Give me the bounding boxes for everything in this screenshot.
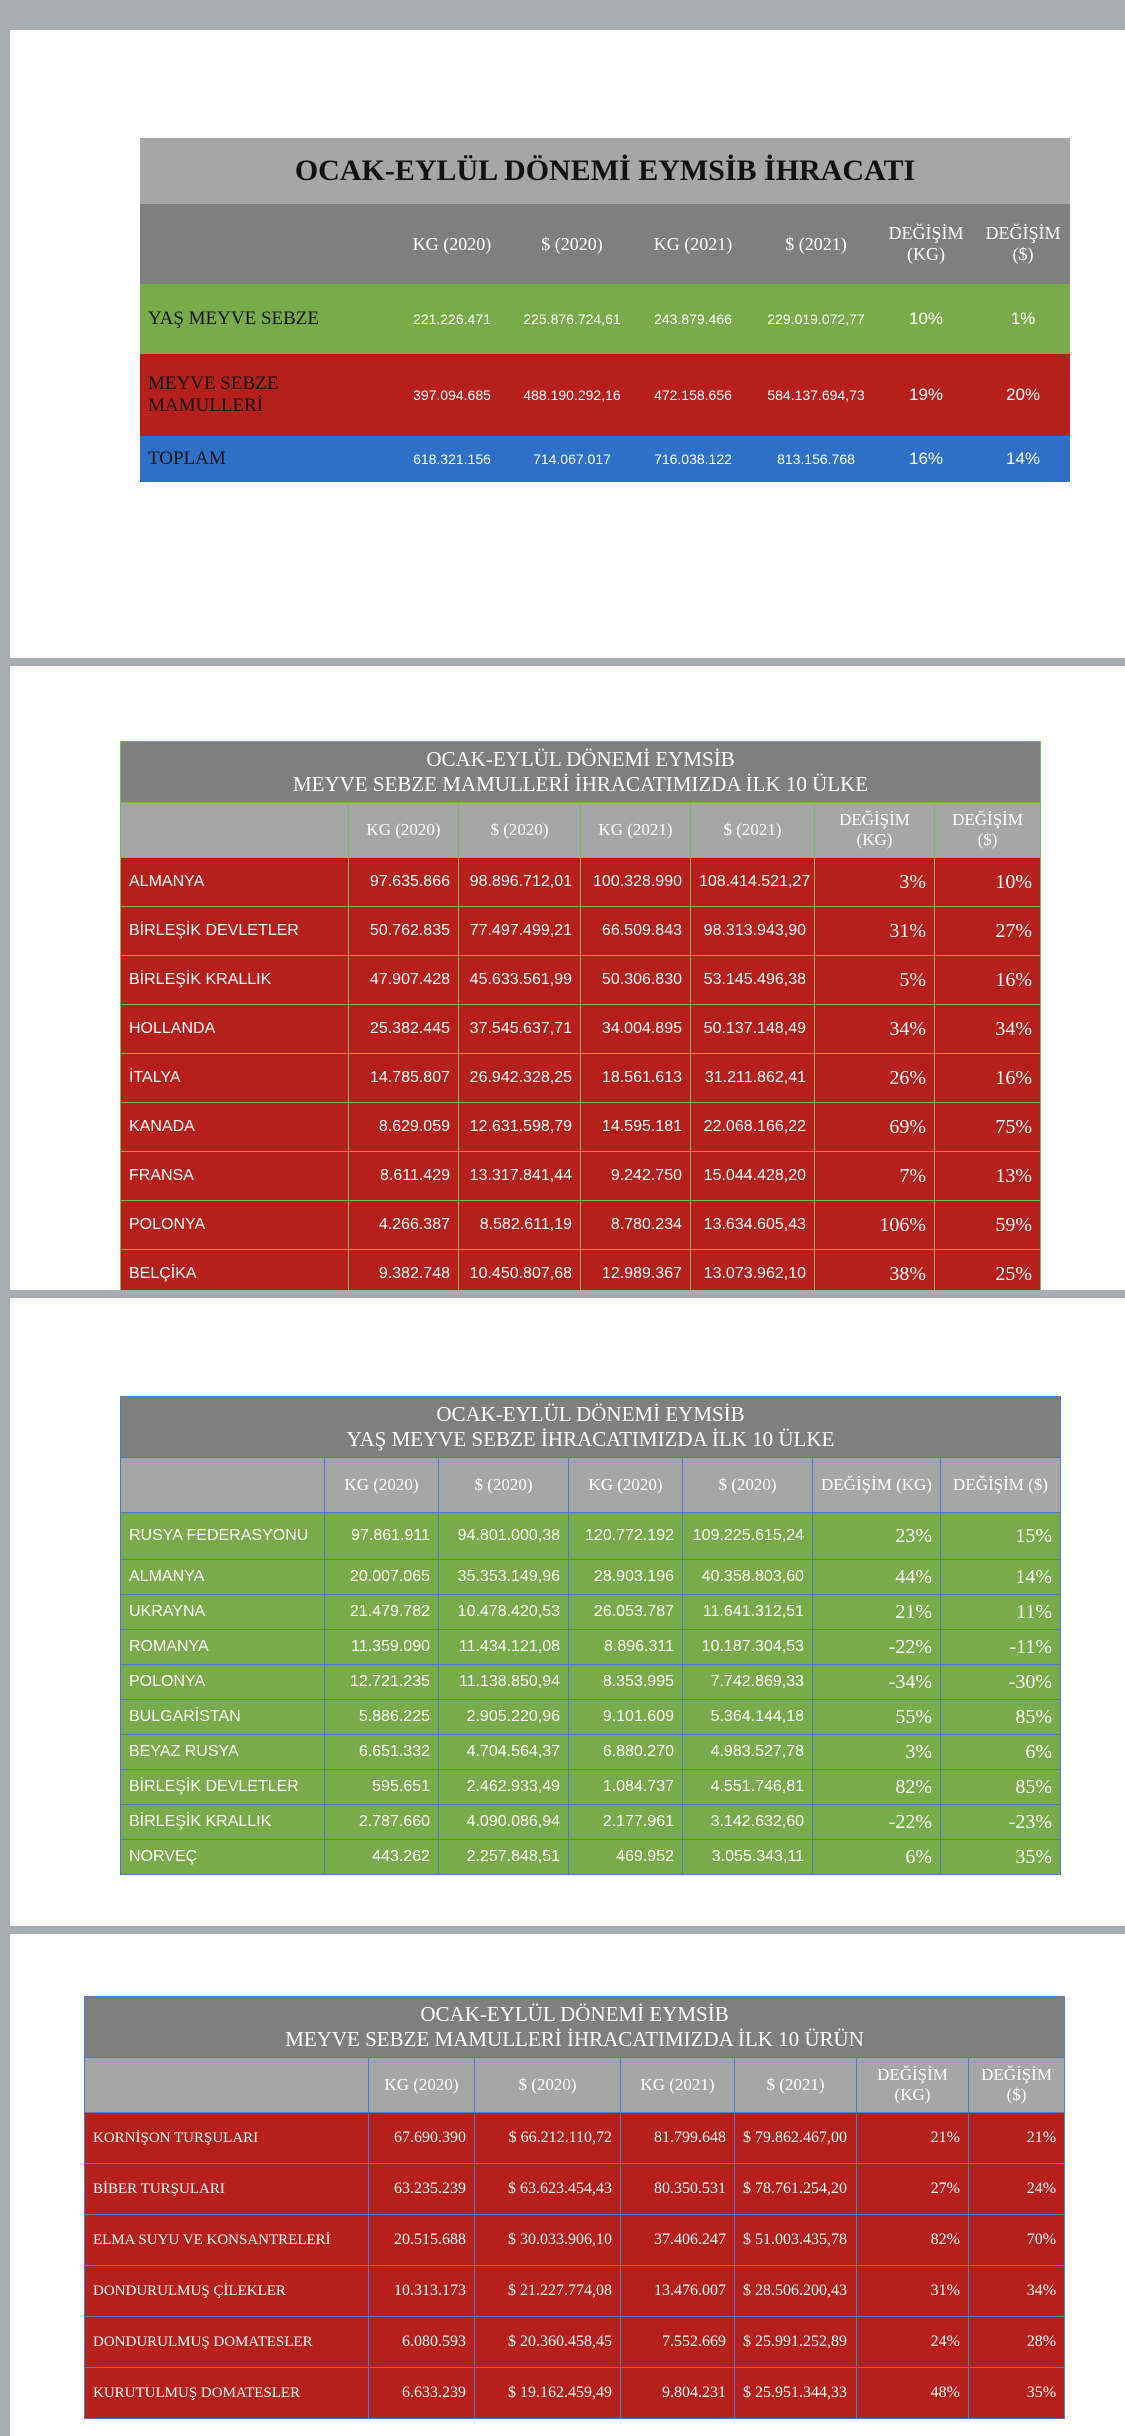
cell-usd2020: 37.545.637,71 xyxy=(459,1005,581,1054)
column-header: DEĞİŞİM ($) xyxy=(935,803,1041,858)
cell-kg2020: 8.611.429 xyxy=(349,1152,459,1201)
row-label: KORNİŞON TURŞULARI xyxy=(85,2113,369,2164)
cell-kg-change: 3% xyxy=(813,1735,941,1770)
table-row xyxy=(121,1005,1041,1054)
cell-usd-change: -30% xyxy=(941,1665,1061,1700)
cell-usd-change: 16% xyxy=(935,956,1041,1005)
cell-kg2021: 34.004.895 xyxy=(581,1005,691,1054)
cell-kg-change: 31% xyxy=(815,907,935,956)
cell-kg2021: 13.476.007 xyxy=(621,2266,735,2317)
cell-usd2021: 813.156.768 xyxy=(756,436,876,482)
cell-kg2021: 8.896.311 xyxy=(569,1630,683,1665)
table-row xyxy=(121,1735,1061,1770)
cell-usd2021: $ 79.862.467,00 xyxy=(735,2113,857,2164)
row-label: POLONYA xyxy=(121,1201,349,1250)
table-title xyxy=(121,1397,1061,1458)
cell-usd-change: 6% xyxy=(941,1735,1061,1770)
cell-kg-change: 21% xyxy=(857,2113,969,2164)
cell-kg2021: 14.595.181 xyxy=(581,1103,691,1152)
cell-usd2021: 15.044.428,20 xyxy=(691,1152,815,1201)
table-row xyxy=(85,2113,1065,2164)
row-label: ROMANYA xyxy=(121,1630,325,1665)
column-header: $ (2021) xyxy=(735,2058,857,2113)
cell-usd-change: 13% xyxy=(935,1152,1041,1201)
cell-kg-change: 5% xyxy=(815,956,935,1005)
column-header: DEĞİŞİM (KG) xyxy=(857,2058,969,2113)
cell-usd-change: 70% xyxy=(969,2215,1065,2266)
table-row xyxy=(121,1152,1041,1201)
cell-usd-change: 24% xyxy=(969,2164,1065,2215)
cell-kg2020: 97.635.866 xyxy=(349,858,459,907)
cell-kg2020: 47.907.428 xyxy=(349,956,459,1005)
column-header: KG (2020) xyxy=(369,2058,475,2113)
cell-usd-change: 34% xyxy=(969,2266,1065,2317)
table-row xyxy=(121,1103,1041,1152)
cell-kg-change: 82% xyxy=(813,1770,941,1805)
cell-usd2021: 108.414.521,27 xyxy=(691,858,815,907)
cell-kg2021: 18.561.613 xyxy=(581,1054,691,1103)
cell-kg2021: 8.353.995 xyxy=(569,1665,683,1700)
cell-kg2021: 9.242.750 xyxy=(581,1152,691,1201)
cell-kg-change: 19% xyxy=(876,354,976,436)
cell-kg-change: 24% xyxy=(857,2317,969,2368)
table-row xyxy=(121,1560,1061,1595)
cell-usd-change: 1% xyxy=(976,284,1070,354)
row-label: RUSYA FEDERASYONU xyxy=(121,1513,325,1560)
row-label: POLONYA xyxy=(121,1665,325,1700)
cell-usd2021: $ 78.761.254,20 xyxy=(735,2164,857,2215)
cell-usd2020: 12.631.598,79 xyxy=(459,1103,581,1152)
cell-kg-change: 21% xyxy=(813,1595,941,1630)
cell-usd2020: 2.462.933,49 xyxy=(439,1770,569,1805)
table-title xyxy=(121,742,1041,803)
export-summary-table xyxy=(140,138,1070,482)
cell-usd2020: 98.896.712,01 xyxy=(459,858,581,907)
column-header xyxy=(140,204,390,284)
table-row xyxy=(121,1595,1061,1630)
row-label: BİRLEŞİK KRALLIK xyxy=(121,1805,325,1840)
cell-usd2021: 50.137.148,49 xyxy=(691,1005,815,1054)
column-header: KG (2020) xyxy=(390,204,514,284)
cell-usd2020: 10.450.807,68 xyxy=(459,1250,581,1291)
cell-usd2021: 229.019.072,77 xyxy=(756,284,876,354)
fresh-top-countries-table xyxy=(120,1396,1061,1875)
cell-usd-change: 16% xyxy=(935,1054,1041,1103)
cell-usd2021: 3.055.343,11 xyxy=(683,1840,813,1875)
cell-kg-change: 7% xyxy=(815,1152,935,1201)
cell-kg-change: 82% xyxy=(857,2215,969,2266)
cell-kg2020: 618.321.156 xyxy=(390,436,514,482)
cell-usd2020: 8.582.611,19 xyxy=(459,1201,581,1250)
column-header: DEĞİŞİM ($) xyxy=(969,2058,1065,2113)
cell-kg2020: 20.515.688 xyxy=(369,2215,475,2266)
cell-usd-change: 35% xyxy=(969,2368,1065,2419)
slide-processed-top-countries xyxy=(10,666,1125,1290)
cell-kg2020: 6.651.332 xyxy=(325,1735,439,1770)
cell-kg-change: -34% xyxy=(813,1665,941,1700)
cell-kg2020: 97.861.911 xyxy=(325,1513,439,1560)
cell-usd2020: 94.801.000,38 xyxy=(439,1513,569,1560)
cell-kg2020: 221.226.471 xyxy=(390,284,514,354)
column-header: $ (2021) xyxy=(756,204,876,284)
cell-kg2020: 443.262 xyxy=(325,1840,439,1875)
cell-kg2020: 9.382.748 xyxy=(349,1250,459,1291)
cell-usd-change: 14% xyxy=(976,436,1070,482)
table-row xyxy=(121,907,1041,956)
slide-processed-top-products xyxy=(10,1934,1125,2436)
cell-kg-change: -22% xyxy=(813,1805,941,1840)
cell-kg2020: 397.094.685 xyxy=(390,354,514,436)
cell-kg2020: 595.651 xyxy=(325,1770,439,1805)
cell-usd2021: 31.211.862,41 xyxy=(691,1054,815,1103)
cell-kg2021: 469.952 xyxy=(569,1840,683,1875)
column-header: KG (2021) xyxy=(630,204,756,284)
cell-kg2020: 10.313.173 xyxy=(369,2266,475,2317)
cell-kg-change: -22% xyxy=(813,1630,941,1665)
row-label: İTALYA xyxy=(121,1054,349,1103)
column-header: $ (2020) xyxy=(514,204,630,284)
row-label: UKRAYNA xyxy=(121,1595,325,1630)
column-header: DEĞİŞİM ($) xyxy=(941,1458,1061,1513)
cell-kg2021: 28.903.196 xyxy=(569,1560,683,1595)
cell-kg2020: 50.762.835 xyxy=(349,907,459,956)
cell-usd-change: 25% xyxy=(935,1250,1041,1291)
cell-usd-change: 28% xyxy=(969,2317,1065,2368)
cell-usd2021: 4.551.746,81 xyxy=(683,1770,813,1805)
cell-usd2021: $ 51.003.435,78 xyxy=(735,2215,857,2266)
cell-kg-change: 6% xyxy=(813,1840,941,1875)
cell-kg2020: 6.633.239 xyxy=(369,2368,475,2419)
cell-kg2021: 716.038.122 xyxy=(630,436,756,482)
cell-usd2021: 11.641.312,51 xyxy=(683,1595,813,1630)
cell-usd2021: 53.145.496,38 xyxy=(691,956,815,1005)
column-header: KG (2021) xyxy=(621,2058,735,2113)
cell-usd2020: 13.317.841,44 xyxy=(459,1152,581,1201)
table-row xyxy=(140,436,1070,482)
cell-usd2021: 7.742.869,33 xyxy=(683,1665,813,1700)
cell-usd-change: -11% xyxy=(941,1630,1061,1665)
title-line-2: MEYVE SEBZE MAMULLERİ İHRACATIMIZDA İLK 10 ÜRÜN xyxy=(285,2027,864,2051)
cell-usd-change: 20% xyxy=(976,354,1070,436)
table-row xyxy=(121,1201,1041,1250)
cell-usd-change: 21% xyxy=(969,2113,1065,2164)
cell-usd2020: $ 21.227.774,08 xyxy=(475,2266,621,2317)
row-label: NORVEÇ xyxy=(121,1840,325,1875)
cell-kg-change: 55% xyxy=(813,1700,941,1735)
column-header: $ (2020) xyxy=(475,2058,621,2113)
table-row xyxy=(121,1250,1041,1291)
row-label: TOPLAM xyxy=(140,436,390,482)
slide-summary xyxy=(10,30,1125,658)
cell-kg-change: 16% xyxy=(876,436,976,482)
column-header: KG (2020) xyxy=(349,803,459,858)
column-header: KG (2020) xyxy=(325,1458,439,1513)
column-header: DEĞİŞİM (KG) xyxy=(876,204,976,284)
cell-kg2021: 6.880.270 xyxy=(569,1735,683,1770)
slide-fresh-top-countries xyxy=(10,1298,1125,1926)
cell-usd2020: 35.353.149,96 xyxy=(439,1560,569,1595)
cell-usd2020: 714.067.017 xyxy=(514,436,630,482)
row-label: KANADA xyxy=(121,1103,349,1152)
table-row xyxy=(85,2215,1065,2266)
cell-usd2020: 4.090.086,94 xyxy=(439,1805,569,1840)
cell-usd2021: 584.137.694,73 xyxy=(756,354,876,436)
row-label: FRANSA xyxy=(121,1152,349,1201)
row-label: YAŞ MEYVE SEBZE xyxy=(140,284,390,354)
cell-usd2020: 225.876.724,61 xyxy=(514,284,630,354)
cell-kg2020: 21.479.782 xyxy=(325,1595,439,1630)
cell-usd-change: 14% xyxy=(941,1560,1061,1595)
cell-usd2020: $ 19.162.459,49 xyxy=(475,2368,621,2419)
cell-usd2020: 2.905.220,96 xyxy=(439,1700,569,1735)
table-row xyxy=(121,1630,1061,1665)
title-line-1: OCAK-EYLÜL DÖNEMİ EYMSİB xyxy=(420,2002,729,2026)
cell-usd2020: $ 20.360.458,45 xyxy=(475,2317,621,2368)
cell-kg2020: 6.080.593 xyxy=(369,2317,475,2368)
cell-kg-change: 27% xyxy=(857,2164,969,2215)
column-header: DEĞİŞİM (KG) xyxy=(815,803,935,858)
cell-usd2020: 45.633.561,99 xyxy=(459,956,581,1005)
cell-kg2021: 37.406.247 xyxy=(621,2215,735,2266)
cell-usd-change: 15% xyxy=(941,1513,1061,1560)
cell-kg-change: 34% xyxy=(815,1005,935,1054)
cell-usd2021: 40.358.803,60 xyxy=(683,1560,813,1595)
cell-kg-change: 106% xyxy=(815,1201,935,1250)
cell-usd-change: 34% xyxy=(935,1005,1041,1054)
title-line-1: OCAK-EYLÜL DÖNEMİ EYMSİB xyxy=(426,747,735,771)
table-row xyxy=(121,1770,1061,1805)
cell-usd2020: 10.478.420,53 xyxy=(439,1595,569,1630)
column-header: KG (2020) xyxy=(569,1458,683,1513)
processed-top-products-table xyxy=(84,1996,1065,2419)
cell-kg2021: 8.780.234 xyxy=(581,1201,691,1250)
cell-kg2021: 2.177.961 xyxy=(569,1805,683,1840)
cell-kg2021: 100.328.990 xyxy=(581,858,691,907)
column-header: DEĞİŞİM ($) xyxy=(976,204,1070,284)
row-label: BİRLEŞİK DEVLETLER xyxy=(121,907,349,956)
row-label: DONDURULMUŞ ÇİLEKLER xyxy=(85,2266,369,2317)
cell-usd2021: 22.068.166,22 xyxy=(691,1103,815,1152)
cell-usd2020: 4.704.564,37 xyxy=(439,1735,569,1770)
table-row xyxy=(121,858,1041,907)
cell-kg2021: 1.084.737 xyxy=(569,1770,683,1805)
row-label: KURUTULMUŞ DOMATESLER xyxy=(85,2368,369,2419)
cell-kg-change: 69% xyxy=(815,1103,935,1152)
cell-kg-change: 3% xyxy=(815,858,935,907)
cell-usd2020: 26.942.328,25 xyxy=(459,1054,581,1103)
processed-top-countries-table xyxy=(120,741,1041,1290)
cell-usd2021: $ 25.951.344,33 xyxy=(735,2368,857,2419)
cell-kg2021: 9.101.609 xyxy=(569,1700,683,1735)
cell-kg2021: 50.306.830 xyxy=(581,956,691,1005)
column-header: $ (2020) xyxy=(683,1458,813,1513)
cell-kg2021: 9.804.231 xyxy=(621,2368,735,2419)
row-label: ALMANYA xyxy=(121,1560,325,1595)
cell-kg2020: 2.787.660 xyxy=(325,1805,439,1840)
table-row xyxy=(121,1805,1061,1840)
title-line-2: MEYVE SEBZE MAMULLERİ İHRACATIMIZDA İLK 10 ÜLKE xyxy=(292,772,869,796)
cell-usd-change: 11% xyxy=(941,1595,1061,1630)
cell-kg2020: 67.690.390 xyxy=(369,2113,475,2164)
table-row xyxy=(85,2368,1065,2419)
cell-usd-change: -23% xyxy=(941,1805,1061,1840)
cell-usd-change: 27% xyxy=(935,907,1041,956)
cell-kg2021: 120.772.192 xyxy=(569,1513,683,1560)
cell-usd2020: 11.138.850,94 xyxy=(439,1665,569,1700)
cell-usd2021: 5.364.144,18 xyxy=(683,1700,813,1735)
cell-usd2020: $ 30.033.906,10 xyxy=(475,2215,621,2266)
cell-kg2021: 472.158.656 xyxy=(630,354,756,436)
column-header xyxy=(85,2058,369,2113)
cell-usd-change: 85% xyxy=(941,1700,1061,1735)
cell-kg-change: 10% xyxy=(876,284,976,354)
cell-usd-change: 85% xyxy=(941,1770,1061,1805)
table-title: OCAK-EYLÜL DÖNEMİ EYMSİB İHRACATI xyxy=(140,138,1070,204)
cell-kg2020: 4.266.387 xyxy=(349,1201,459,1250)
cell-kg2021: 12.989.367 xyxy=(581,1250,691,1291)
column-header: $ (2021) xyxy=(691,803,815,858)
table-row xyxy=(140,354,1070,436)
cell-kg-change: 23% xyxy=(813,1513,941,1560)
table-title xyxy=(85,1997,1065,2058)
cell-usd2021: 3.142.632,60 xyxy=(683,1805,813,1840)
row-label: ELMA SUYU VE KONSANTRELERİ xyxy=(85,2215,369,2266)
cell-kg2020: 5.886.225 xyxy=(325,1700,439,1735)
cell-usd2021: 98.313.943,90 xyxy=(691,907,815,956)
cell-usd2021: 13.073.962,10 xyxy=(691,1250,815,1291)
cell-kg2021: 80.350.531 xyxy=(621,2164,735,2215)
column-header: KG (2021) xyxy=(581,803,691,858)
row-label: BİRLEŞİK KRALLIK xyxy=(121,956,349,1005)
cell-usd2021: $ 25.991.252,89 xyxy=(735,2317,857,2368)
cell-kg2021: 66.509.843 xyxy=(581,907,691,956)
cell-kg2020: 14.785.807 xyxy=(349,1054,459,1103)
cell-usd2021: 4.983.527,78 xyxy=(683,1735,813,1770)
column-header xyxy=(121,803,349,858)
cell-kg2021: 26.053.787 xyxy=(569,1595,683,1630)
column-header: $ (2020) xyxy=(439,1458,569,1513)
table-row xyxy=(121,1513,1061,1560)
cell-usd2020: 77.497.499,21 xyxy=(459,907,581,956)
cell-kg2020: 8.629.059 xyxy=(349,1103,459,1152)
title-line-1: OCAK-EYLÜL DÖNEMİ EYMSİB xyxy=(436,1402,745,1426)
row-label: ALMANYA xyxy=(121,858,349,907)
row-label: BİRLEŞİK DEVLETLER xyxy=(121,1770,325,1805)
column-header xyxy=(121,1458,325,1513)
row-label: BEYAZ RUSYA xyxy=(121,1735,325,1770)
table-row xyxy=(121,1840,1061,1875)
row-label: BİBER TURŞULARI xyxy=(85,2164,369,2215)
cell-usd2021: 13.634.605,43 xyxy=(691,1201,815,1250)
cell-usd2020: $ 63.623.454,43 xyxy=(475,2164,621,2215)
cell-kg2020: 12.721.235 xyxy=(325,1665,439,1700)
table-row xyxy=(121,1054,1041,1103)
row-label: BULGARİSTAN xyxy=(121,1700,325,1735)
cell-kg-change: 31% xyxy=(857,2266,969,2317)
cell-usd-change: 35% xyxy=(941,1840,1061,1875)
cell-usd2020: $ 66.212.110,72 xyxy=(475,2113,621,2164)
cell-kg2021: 7.552.669 xyxy=(621,2317,735,2368)
table-row xyxy=(121,956,1041,1005)
row-label: DONDURULMUŞ DOMATESLER xyxy=(85,2317,369,2368)
row-label: BELÇİKA xyxy=(121,1250,349,1291)
cell-kg-change: 26% xyxy=(815,1054,935,1103)
cell-usd2020: 488.190.292,16 xyxy=(514,354,630,436)
cell-kg-change: 48% xyxy=(857,2368,969,2419)
table-row xyxy=(85,2266,1065,2317)
cell-kg2020: 11.359.090 xyxy=(325,1630,439,1665)
cell-usd2021: 109.225.615,24 xyxy=(683,1513,813,1560)
cell-kg-change: 44% xyxy=(813,1560,941,1595)
cell-usd-change: 59% xyxy=(935,1201,1041,1250)
title-line-2: YAŞ MEYVE SEBZE İHRACATIMIZDA İLK 10 ÜLKE xyxy=(346,1427,835,1451)
table-row xyxy=(121,1700,1061,1735)
cell-kg2021: 243.879.466 xyxy=(630,284,756,354)
cell-usd2020: 11.434.121,08 xyxy=(439,1630,569,1665)
table-row xyxy=(85,2164,1065,2215)
table-row xyxy=(140,284,1070,354)
cell-usd-change: 10% xyxy=(935,858,1041,907)
cell-kg2021: 81.799.648 xyxy=(621,2113,735,2164)
row-label: HOLLANDA xyxy=(121,1005,349,1054)
column-header: $ (2020) xyxy=(459,803,581,858)
row-label: MEYVE SEBZE MAMULLERİ xyxy=(140,354,390,436)
cell-kg2020: 20.007.065 xyxy=(325,1560,439,1595)
cell-usd-change: 75% xyxy=(935,1103,1041,1152)
table-row xyxy=(121,1665,1061,1700)
cell-kg2020: 25.382.445 xyxy=(349,1005,459,1054)
cell-kg2020: 63.235.239 xyxy=(369,2164,475,2215)
cell-usd2020: 2.257.848,51 xyxy=(439,1840,569,1875)
cell-kg-change: 38% xyxy=(815,1250,935,1291)
table-row xyxy=(85,2317,1065,2368)
cell-usd2021: $ 28.506.200,43 xyxy=(735,2266,857,2317)
cell-usd2021: 10.187.304,53 xyxy=(683,1630,813,1665)
column-header: DEĞİŞİM (KG) xyxy=(813,1458,941,1513)
